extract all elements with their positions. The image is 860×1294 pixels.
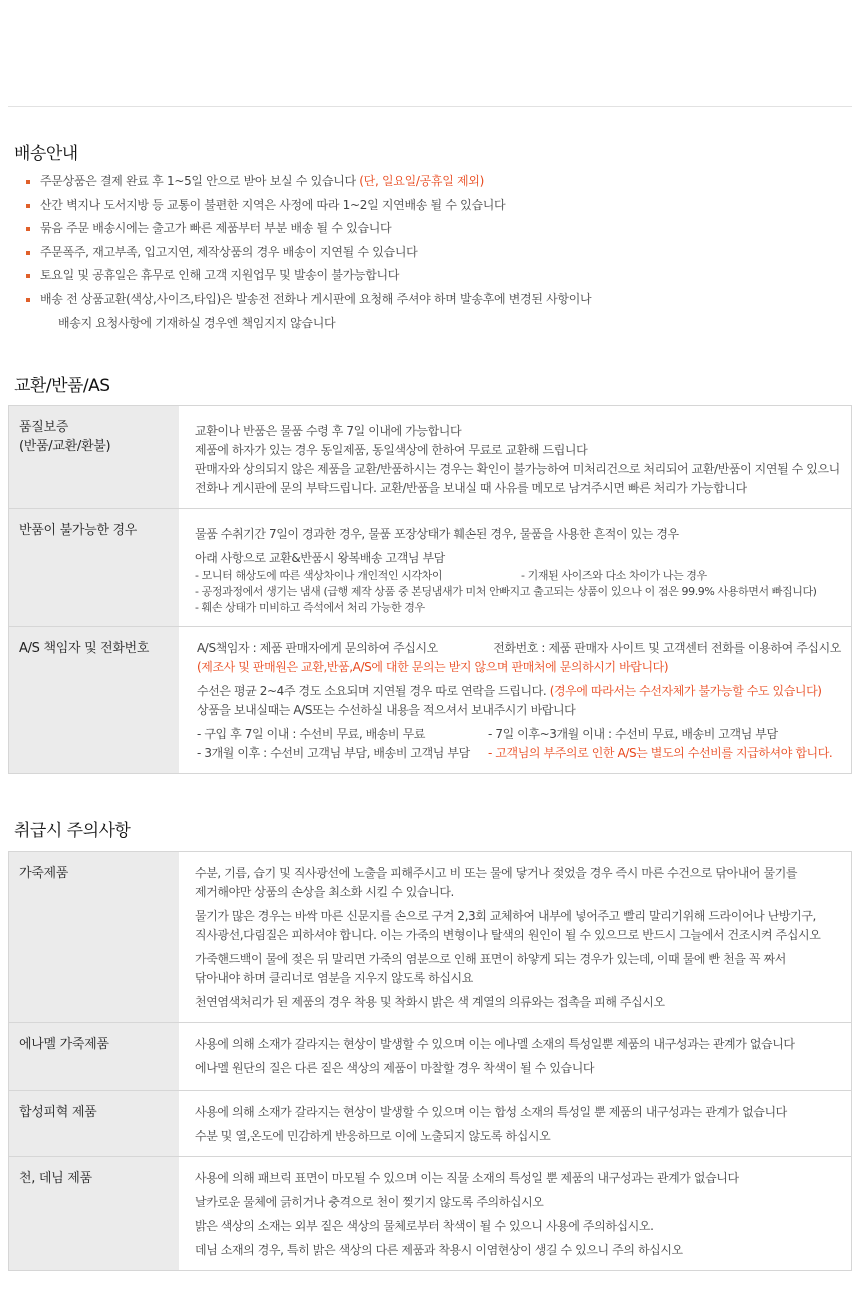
shipping-title: 배송안내 (14, 144, 78, 164)
leather-content: 수분, 기름, 습기 및 직사광선에 노출을 피해주시고 비 또는 물에 닿거나 젖었을 경우 즉시 마른 수건으로 닦아내어 물기를 제거해야만 상품의 손상을 최소화 시킬 수 있습니다. 물기가 많은 경우는 바싹 마른 신문지를 손으로 구겨 2,3회 교체하여 내부에 넣어주고 빨리 말리기위해 드라이어나 난방기구, 직사광선,다림질은 피하셔야 합니다. 이는 가죽의 변형이나 탈색의 원인이 될 수 있으므로 반드시 그늘에서 건조시켜 주십시오 가죽핸드백이 물에 젖은 뒤 말리면 가죽의 염분으로 인해 표면이 하얗게 되는 경우가 있는데, 이때 물에 빤 천을 꼭 짜서 닦아내야 하며 클리너로 염분을 지우지 않도록 하십시요 천연염색처리가 된 제품의 경우 착용 및 착화시 밝은 색 계열의 의류와는 접촉을 피해 주십시오 (179, 852, 852, 1023)
table-row (9, 1023, 852, 1091)
bullet-icon (26, 204, 30, 208)
bullet-icon (26, 298, 30, 302)
synthetic-label: 합성피혁 제품 (9, 1091, 180, 1157)
list-item: 묶음 주문 배송시에는 출고가 빠른 제품부터 부분 배송 될 수 있습니다 (40, 217, 591, 241)
list-item: 토요일 및 공휴일은 휴무로 인해 고객 지원업무 및 발송이 불가능합니다 (40, 264, 591, 288)
list-item: 배송 전 상품교환(색상,사이즈,타입)은 발송전 전화나 게시판에 요청해 주셔야 하며 발송후에 변경된 사항이나 (40, 288, 591, 312)
shipping-list (40, 170, 591, 335)
as-content: A/S책임자 : 제품 판매자에게 문의하여 주십시오 전화번호 : 제품 판매자 사이트 및 고객센터 전화를 이용하여 주십시오 (제조사 및 판매원은 교환,반품,A/S에 대한 문의는 받지 않으며 판매처에 문의하시기 바랍니다) 수선은 평균 2~4주 경도 소요되며 지연될 경우 따로 연락을 드립니다. (경우에 따라서는 수선자체가 불가능할 수도 있습니다) 상품을 보내실때는 A/S또는 수선하실 내용을 적으셔서 보내주시기 바랍니다 - 구입 후 7일 이내 : 수선비 무료, 배송비 무료 - 7일 이후~3개월 이내 : 수선비 무료, 배송비 고객님 부담 - 3개월 이후 : 수선비 고객님 부담, 배송비 고객님 부담 - 고객님의 부주의로 인한 A/S는 별도의 수선비를 지급하셔야 합니다. (179, 627, 852, 774)
table-row (9, 852, 852, 1023)
top-divider (8, 106, 852, 107)
table-row (9, 509, 852, 627)
fabric-content: 사용에 의해 패브릭 표면이 마모될 수 있으며 이는 직물 소재의 특성일 뿐 제품의 내구성과는 관계가 없습니다 날카로운 물체에 긁히거나 충격으로 천이 찢기지 않도록 주의하십시오 밝은 색상의 소재는 외부 짙은 색상의 물체로부터 착색이 될 수 있으니 사용에 주의하십시오. 데님 소재의 경우, 특히 밝은 색상의 다른 제품과 착용시 이염현상이 생길 수 있으니 주의 하십시오 (179, 1157, 852, 1271)
list-item: 산간 벽지나 도서지방 등 교통이 불편한 지역은 사정에 따라 1~2일 지연배송 될 수 있습니다 (40, 194, 591, 218)
table-row (9, 406, 852, 509)
no-return-content: 물품 수취기간 7일이 경과한 경우, 물품 포장상태가 훼손된 경우, 물품을 사용한 흔적이 있는 경우 아래 사항으로 교환&반품시 왕복배송 고객님 부담 - 모니터 해상도에 따른 색상차이나 개인적인 시각차이 - 기재된 사이즈와 다소 차이가 나는 경우 - 공정과정에서 생기는 냄새 (급행 제작 상품 중 본딩냄새가 미처 안빠지고 출고되는 상품이 있으나 이 점은 99.9% 사용하면서 빠집니다) - 훼손 상태가 미비하고 즉석에서 처리 가능한 경우 (179, 509, 852, 627)
as-label: A/S 책임자 및 전화번호 (9, 627, 180, 774)
exchange-table (8, 405, 852, 774)
table-row (9, 627, 852, 774)
quality-content: 교환이나 반품은 물품 수령 후 7일 이내에 가능합니다 제품에 하자가 있는 경우 동일제품, 동일색상에 한하여 무료로 교환해 드립니다 판매자와 상의되지 않은 제품을 교환/반품하시는 경우는 확인이 불가능하여 미처리건으로 처리되어 교환/반품이 지연될 수 있으니 전화나 게시판에 문의 부탁드립니다. 교환/반품을 보내실 때 사유를 메모로 남겨주시면 빠른 처리가 가능합니다 (179, 406, 852, 509)
enamel-label: 에나멜 가죽제품 (9, 1023, 180, 1091)
list-item-continuation: 배송지 요청사항에 기재하실 경우엔 책임지지 않습니다 (58, 315, 336, 330)
table-row (9, 1091, 852, 1157)
no-return-label: 반품이 불가능한 경우 (9, 509, 180, 627)
table-row (9, 1157, 852, 1271)
synthetic-content: 사용에 의해 소재가 갈라지는 현상이 발생할 수 있으며 이는 합성 소재의 특성일 뿐 제품의 내구성과는 관계가 없습니다 수분 및 열,온도에 민감하게 반응하므로 이에 노출되지 않도록 하십시오 (179, 1091, 852, 1157)
enamel-content: 사용에 의해 소재가 갈라지는 현상이 발생할 수 있으며 이는 에나멜 소재의 특성일뿐 제품의 내구성과는 관계가 없습니다 에나멜 원단의 질은 다른 짙은 색상의 제품이 마찰할 경우 착색이 될 수 있습니다 (179, 1023, 852, 1091)
exchange-title: 교환/반품/AS (14, 376, 110, 396)
bullet-icon (26, 274, 30, 278)
fabric-label: 천, 데님 제품 (9, 1157, 180, 1271)
care-title: 취급시 주의사항 (14, 821, 131, 841)
quality-label: 품질보증 (반품/교환/환불) (9, 406, 180, 509)
leather-label: 가죽제품 (9, 852, 180, 1023)
list-item: 주문폭주, 재고부족, 입고지연, 제작상품의 경우 배송이 지연될 수 있습니다 (40, 241, 591, 265)
care-table (8, 851, 852, 1271)
bullet-icon (26, 251, 30, 255)
bullet-icon (26, 180, 30, 184)
bullet-icon (26, 227, 30, 231)
list-item: 주문상품은 결제 완료 후 1~5일 안으로 받아 보실 수 있습니다 (단, 일요일/공휴일 제외) (40, 170, 591, 194)
